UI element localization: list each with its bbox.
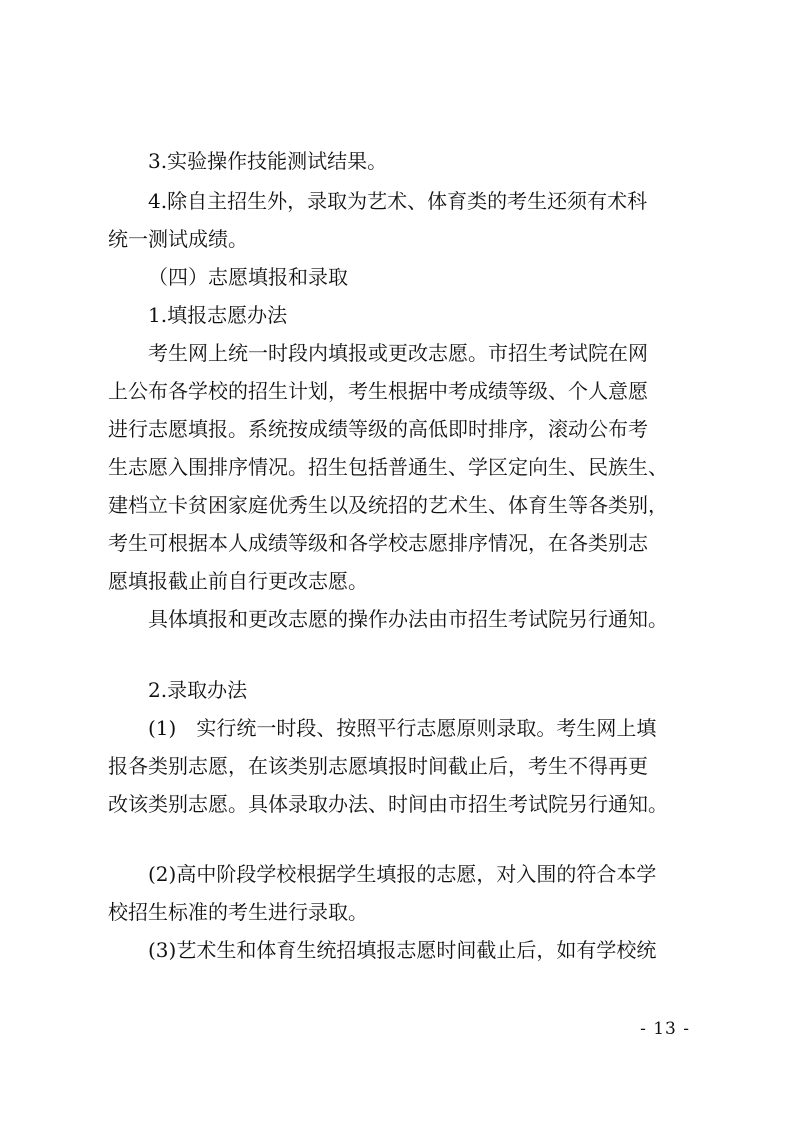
text-line: 愿填报截止前自行更改志愿。 — [108, 569, 368, 593]
text-line: 统一测试成绩。 — [108, 227, 248, 251]
page-number: - 13 - — [640, 1019, 690, 1039]
text-line: 改该类别志愿。具体录取办法、时间由市招生考试院另行通知。 — [108, 792, 668, 816]
text-line: 4.除自主招生外，录取为艺术、体育类的考生还须有术科 — [148, 189, 648, 213]
text-line: 进行志愿填报。系统按成绩等级的高低即时排序，滚动公布考 — [108, 417, 648, 441]
text-line: 3.实验操作技能测试结果。 — [148, 149, 388, 173]
subsection-heading: 2.录取办法 — [148, 678, 248, 702]
text-line: 具体填报和更改志愿的操作办法由市招生考试院另行通知。 — [148, 607, 668, 631]
text-line: 建档立卡贫困家庭优秀生以及统招的艺术生、体育生等各类别， — [108, 493, 668, 517]
text-line: 校招生标准的考生进行录取。 — [108, 900, 368, 924]
text-line: 报各类别志愿，在该类别志愿填报时间截止后，考生不得再更 — [108, 754, 648, 778]
text-line: (2)高中阶段学校根据学生填报的志愿，对入围的符合本学 — [148, 862, 657, 886]
text-line: 考生可根据本人成绩等级和各学校志愿排序情况，在各类别志 — [108, 531, 648, 555]
text-line: 上公布各学校的招生计划，考生根据中考成绩等级、个人意愿 — [108, 379, 648, 403]
text-line: (3)艺术生和体育生统招填报志愿时间截止后，如有学校统 — [148, 938, 657, 962]
subsection-heading: 1.填报志愿办法 — [148, 303, 288, 327]
section-heading: （四）志愿填报和录取 — [148, 265, 348, 289]
text-line: 考生网上统一时段内填报或更改志愿。市招生考试院在网 — [148, 341, 648, 365]
text-line: 生志愿入围排序情况。招生包括普通生、学区定向生、民族生、 — [108, 455, 668, 479]
text-line: (1) 实行统一时段、按照平行志愿原则录取。考生网上填 — [148, 716, 657, 740]
